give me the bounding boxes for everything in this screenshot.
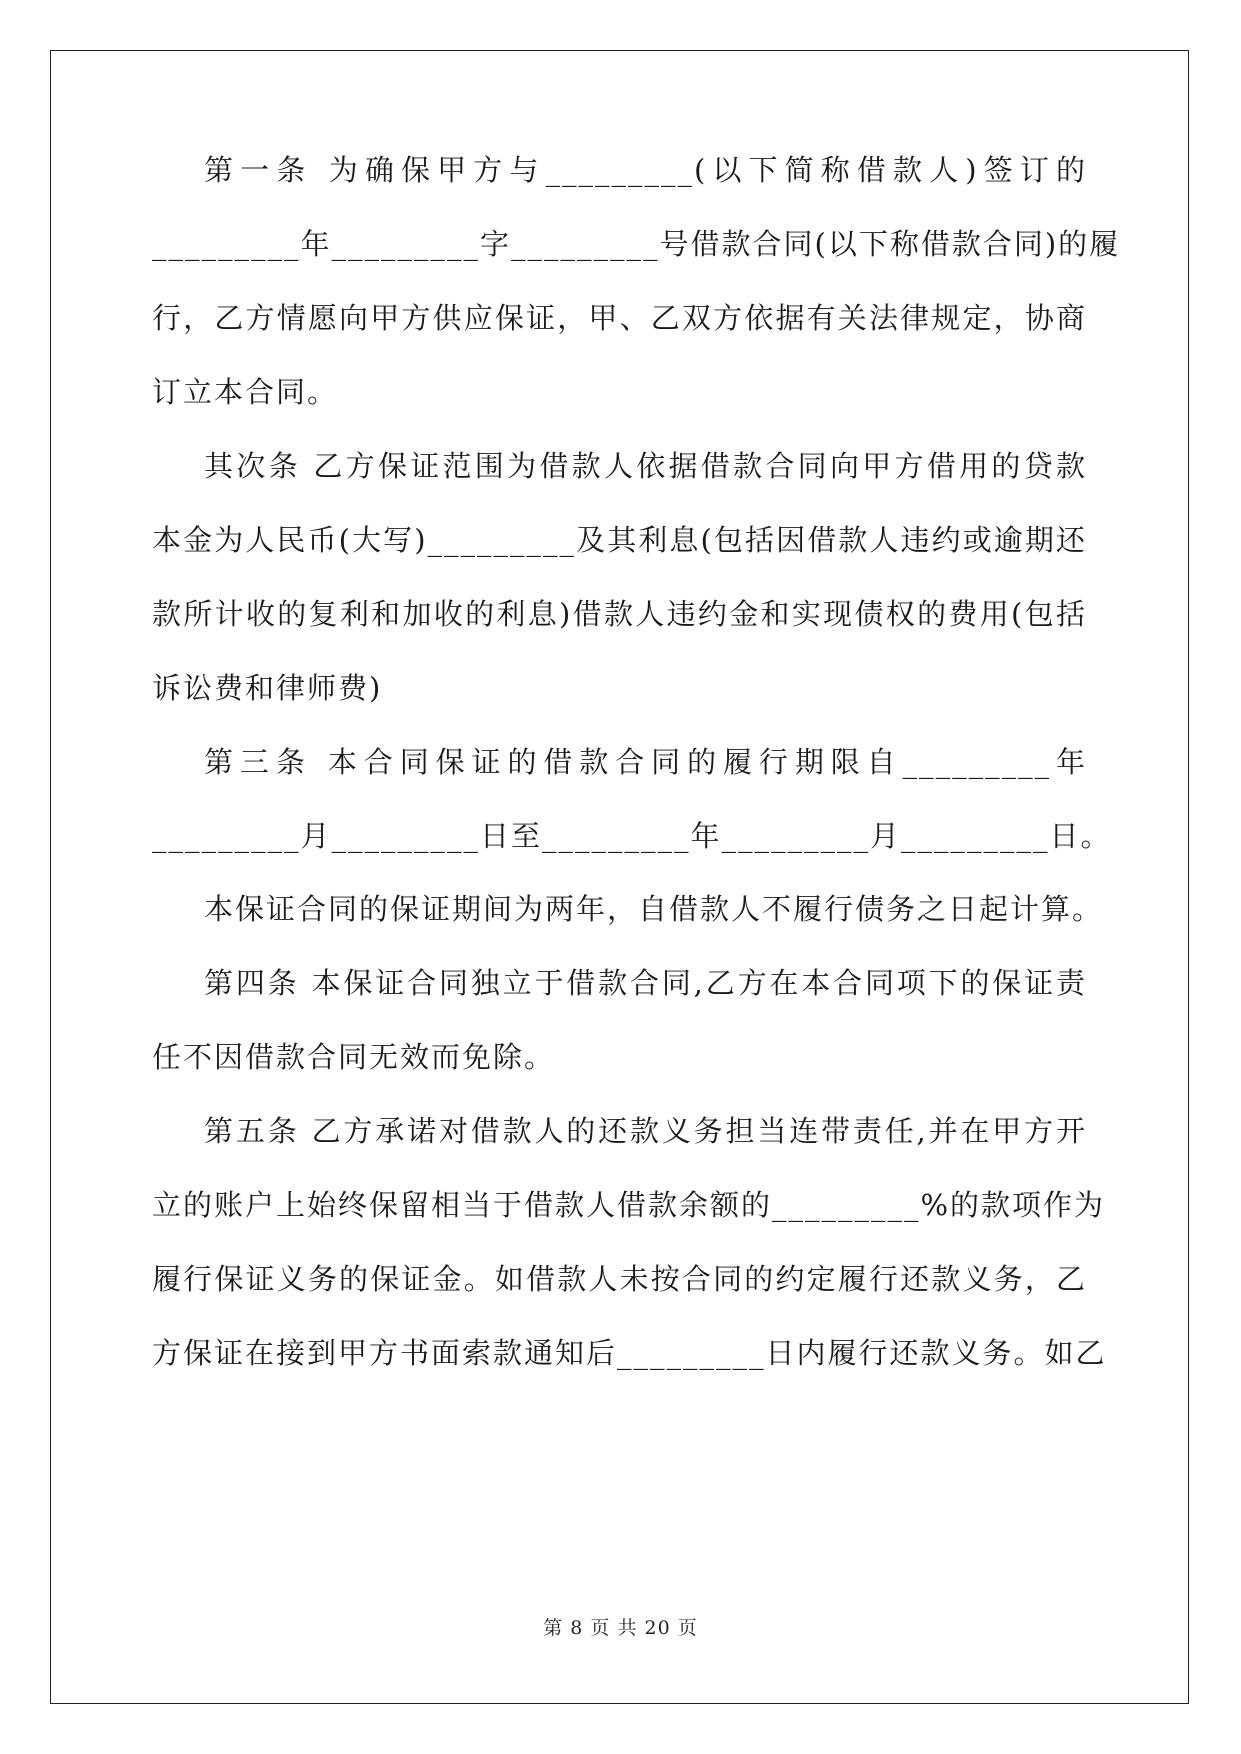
paragraph-3-line-1: 第三条 本合同保证的借款合同的履行期限自_________年 xyxy=(204,745,1087,779)
paragraph-2-line-4: 诉讼费和律师费) xyxy=(152,671,383,705)
paragraph-6-line-1: 第五条 乙方承诺对借款人的还款义务担当连带责任,并在甲方开 xyxy=(204,1114,1087,1148)
paragraph-2-line-3: 款所计收的复利和加收的利息)借款人违约金和实现债权的费用(包括 xyxy=(152,597,1087,631)
paragraph-6-line-3: 履行保证义务的保证金。如借款人未按合同的约定履行还款义务，乙 xyxy=(152,1262,1087,1296)
page-number-footer: 第 8 页 共 20 页 xyxy=(543,1617,698,1639)
paragraph-2-line-1: 其次条 乙方保证范围为借款人依据借款合同向甲方借用的贷款 xyxy=(204,449,1087,483)
paragraph-2-line-2: 本金为人民币(大写)_________及其利息(包括因借款人违约或逾期还 xyxy=(152,523,1087,557)
paragraph-5-line-2: 任不因借款合同无效而免除。 xyxy=(152,1040,556,1074)
paragraph-3-line-2: _________月_________日至_________年_________月_________日。 xyxy=(152,819,1112,853)
paragraph-1-line-1: 第一条 为确保甲方与_________(以下简称借款人)签订的 xyxy=(204,153,1087,187)
paragraph-1-line-4: 订立本合同。 xyxy=(152,375,339,409)
paragraph-6-line-4: 方保证在接到甲方书面索款通知后_________日内履行还款义务。如乙 xyxy=(152,1336,1107,1370)
paragraph-4-line-1: 本保证合同的保证期间为两年，自借款人不履行债务之日起计算。 xyxy=(204,892,1104,926)
paragraph-6-line-2: 立的账户上始终保留相当于借款人借款余额的_________%的款项作为 xyxy=(152,1188,1106,1222)
paragraph-1-line-3: 行，乙方情愿向甲方供应保证，甲、乙双方依据有关法律规定，协商 xyxy=(152,301,1087,335)
paragraph-1-line-2: _________年_________字_________号借款合同(以下称借款合同)的履 xyxy=(152,227,1121,261)
paragraph-5-line-1: 第四条 本保证合同独立于借款合同,乙方在本合同项下的保证责 xyxy=(204,966,1087,1000)
